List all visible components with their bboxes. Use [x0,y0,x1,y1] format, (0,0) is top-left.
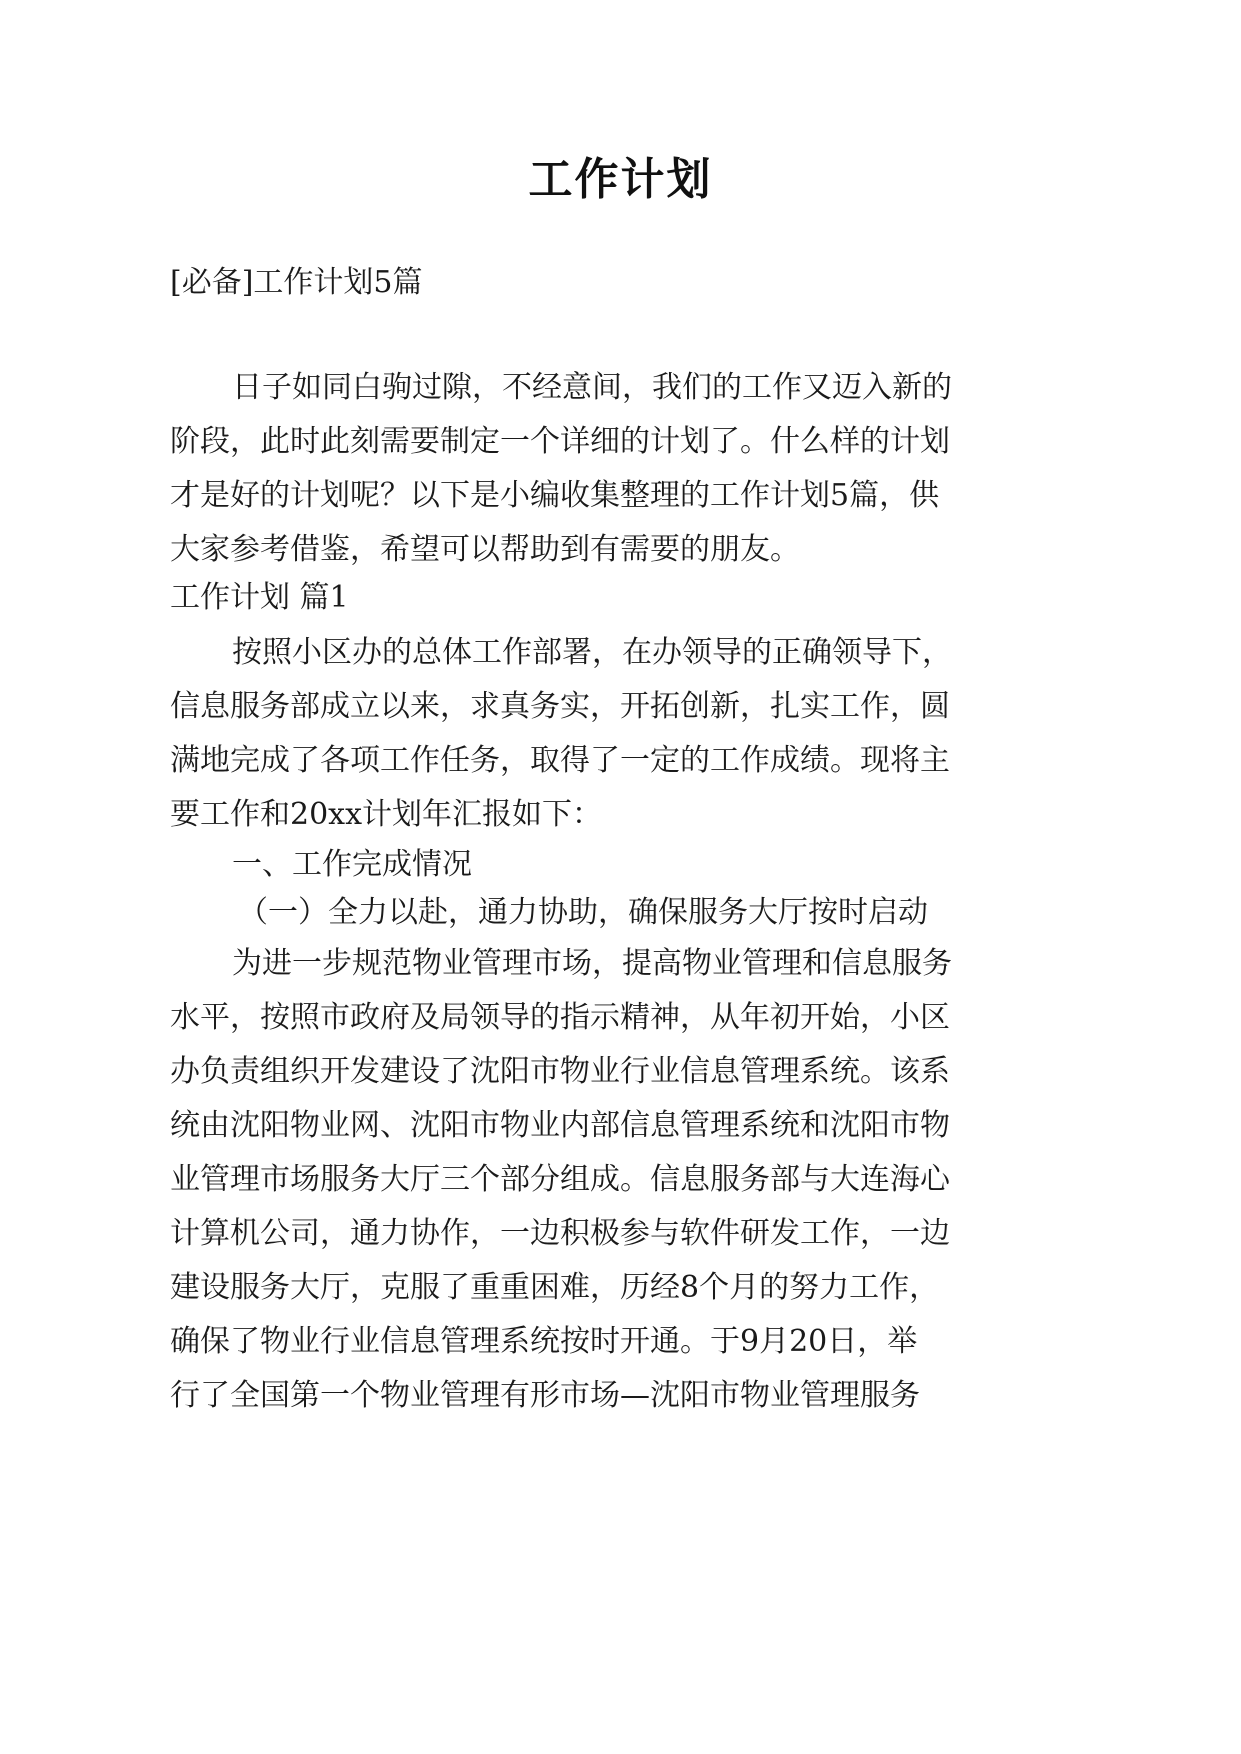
body-line: 统由沈阳物业网、沈阳市物业内部信息管理系统和沈阳市物 [170,1108,950,1143]
body-line: 信息服务部成立以来，求真务实，开拓创新，扎实工作，圆 [170,689,950,724]
body-line: 业管理市场服务大厅三个部分组成。信息服务部与大连海心 [170,1162,950,1197]
body-line: （一）全力以赴，通力协助，确保服务大厅按时启动 [238,895,928,930]
body-line: 一、工作完成情况 [232,847,472,882]
body-line: 水平，按照市政府及局领导的指示精神，从年初开始，小区 [170,1000,950,1035]
body-line: 要工作和20xx计划年汇报如下： [170,797,603,832]
body-line: 满地完成了各项工作任务，取得了一定的工作成绩。现将主 [170,743,950,778]
intro-line: 日子如同白驹过隙，不经意间，我们的工作又迈入新的 [232,370,952,405]
body-line: 按照小区办的总体工作部署，在办领导的正确领导下， [232,635,952,670]
page-title: 工作计划 [528,154,713,205]
body-line: 建设服务大厅，克服了重重困难，历经8个月的努力工作， [170,1270,940,1305]
document-subtitle: [必备]工作计划5篇 [170,265,423,300]
body-line: 办负责组织开发建设了沈阳市物业行业信息管理系统。该系 [170,1054,950,1089]
intro-line: 大家参考借鉴，希望可以帮助到有需要的朋友。 [170,532,800,567]
intro-line: 才是好的计划呢？以下是小编收集整理的工作计划5篇，供 [170,478,940,513]
body-line: 为进一步规范物业管理市场，提高物业管理和信息服务 [232,946,952,981]
intro-line: 阶段，此时此刻需要制定一个详细的计划了。什么样的计划 [170,424,950,459]
body-line: 行了全国第一个物业管理有形市场—沈阳市物业管理服务 [170,1378,920,1413]
body-line: 计算机公司，通力协作，一边积极参与软件研发工作，一边 [170,1216,950,1251]
section-heading: 工作计划 篇1 [170,580,349,615]
body-line: 确保了物业行业信息管理系统按时开通。于9月20日，举 [170,1324,918,1359]
